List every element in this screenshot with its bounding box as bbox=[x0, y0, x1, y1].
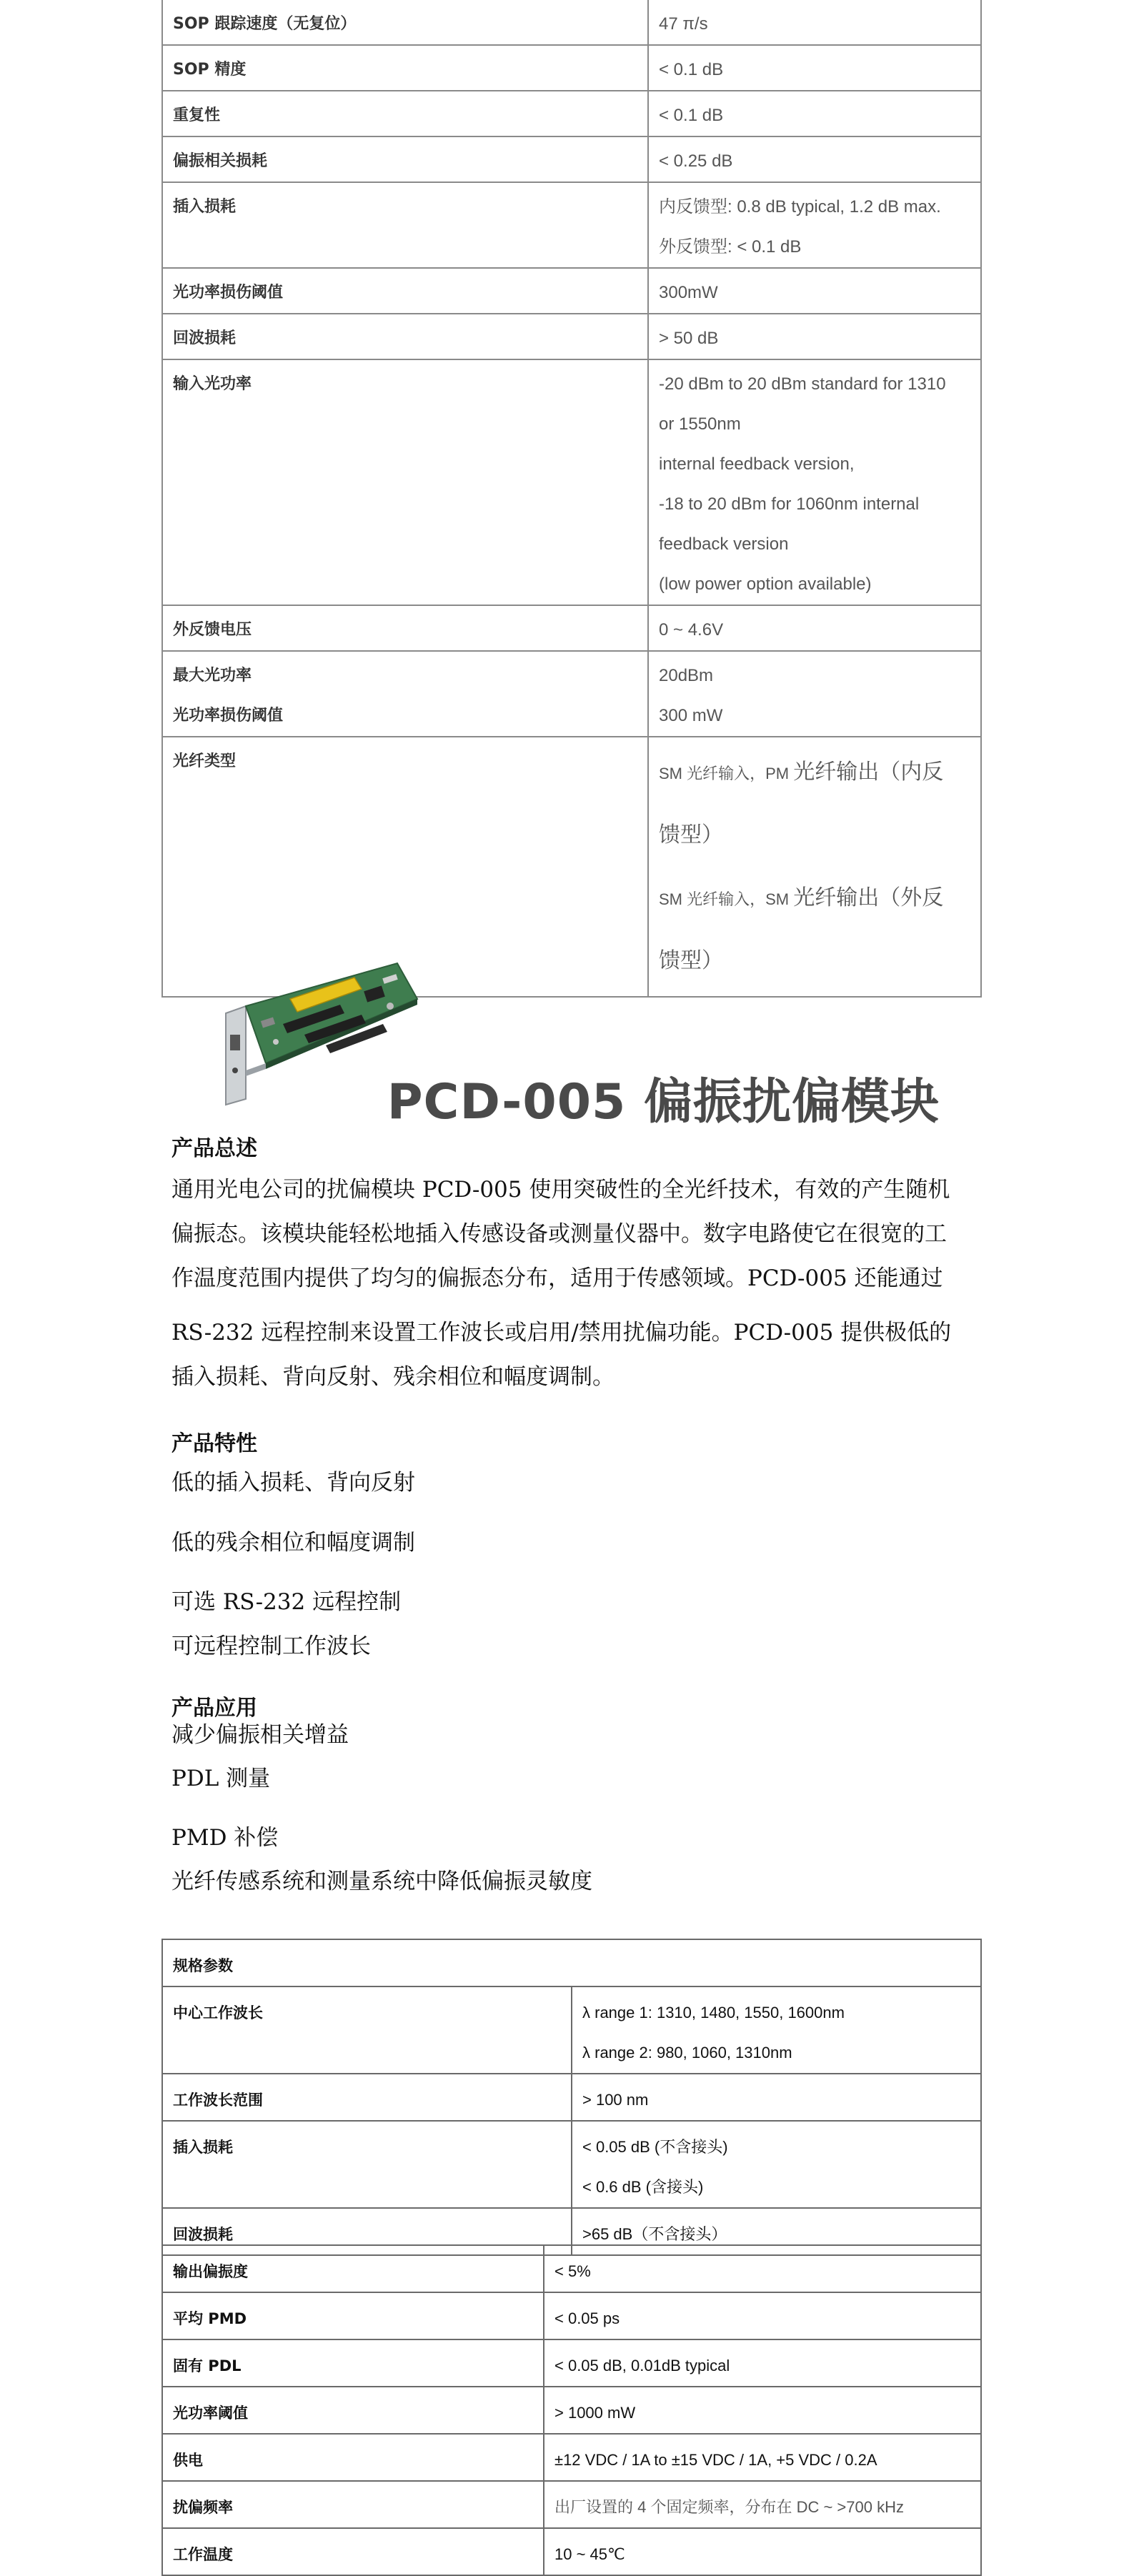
table-value-line: >65 dB（不含接头） bbox=[582, 2225, 727, 2243]
spec-value bbox=[648, 182, 981, 268]
spec-value bbox=[648, 359, 981, 605]
spec-key: SOP 精度 bbox=[162, 45, 648, 91]
spec-table bbox=[161, 0, 982, 998]
specs-table-2-body bbox=[162, 2245, 981, 2575]
table-value-line: > 1000 mW bbox=[554, 2404, 636, 2422]
table-value-line: ±12 VDC / 1A to ±15 VDC / 1A, +5 VDC / 0.2A bbox=[554, 2451, 877, 2469]
spec-value-line: 0 ~ 4.6V bbox=[659, 620, 724, 640]
spec-value-line: 47 π/s bbox=[659, 14, 708, 34]
table-value-line: λ range 2: 980, 1060, 1310nm bbox=[582, 2044, 792, 2062]
table-row bbox=[162, 1986, 981, 2074]
spec-value-line: 内反馈型: 0.8 dB typical, 1.2 dB max. bbox=[659, 197, 941, 217]
table-key: 扰偏频率 bbox=[162, 2481, 544, 2528]
table-row bbox=[162, 2387, 981, 2434]
spec-key: 外反馈电压 bbox=[162, 605, 648, 651]
table-value bbox=[544, 2339, 981, 2387]
fiber-type-big: 馈型） bbox=[659, 949, 723, 973]
spec-value bbox=[648, 45, 981, 91]
spec-value-line: < 0.1 dB bbox=[659, 106, 724, 125]
spec-key: 输入光功率 bbox=[162, 359, 648, 605]
table-key: 平均 PMD bbox=[162, 2292, 544, 2339]
table-value-line: < 5% bbox=[554, 2262, 591, 2280]
feature-item: 低的插入损耗、背向反射 bbox=[171, 1470, 415, 1496]
fiber-type-line bbox=[659, 742, 970, 805]
spec-value-line: < 0.25 dB bbox=[659, 151, 733, 171]
overview-line: 通用光电公司的扰偏模块 PCD-005 使用突破性的全光纤技术，有效的产生随机 bbox=[171, 1177, 950, 1203]
spec-value-line: 20dBm bbox=[659, 666, 714, 685]
feature-item: 可远程控制工作波长 bbox=[171, 1633, 371, 1659]
table-value bbox=[544, 2528, 981, 2575]
fiber-type-line bbox=[659, 930, 970, 993]
overview-line: RS-232 远程控制来设置工作波长或启用/禁用扰偏功能。PCD-005 提供极低的 bbox=[171, 1320, 952, 1346]
fiber-type-big: 馈型） bbox=[659, 823, 723, 847]
application-item: PMD 补偿 bbox=[171, 1825, 279, 1851]
overview-line: 偏振态。该模块能轻松地插入传感设备或测量仪器中。数字电路使它在很宽的工 bbox=[171, 1221, 947, 1247]
spec-value-line: > 50 dB bbox=[659, 329, 719, 348]
table-key: 插入损耗 bbox=[162, 2121, 572, 2208]
spec-value-line: or 1550nm bbox=[659, 414, 741, 434]
spec-row bbox=[162, 268, 981, 314]
spec-row bbox=[162, 605, 981, 651]
table-value bbox=[544, 2434, 981, 2481]
table-key: 工作波长范围 bbox=[162, 2074, 572, 2121]
table-key: 供电 bbox=[162, 2434, 544, 2481]
table-key: 回波损耗 bbox=[162, 2208, 572, 2255]
table-key: 输出偏振度 bbox=[162, 2245, 544, 2292]
spec-value bbox=[648, 0, 981, 45]
application-item: PDL 测量 bbox=[171, 1766, 271, 1791]
table-value bbox=[544, 2481, 981, 2528]
table-key: 工作温度 bbox=[162, 2528, 544, 2575]
table-value-line: 10 ~ 45℃ bbox=[554, 2545, 625, 2563]
overview-line: 作温度范围内提供了均匀的偏振态分布，适用于传感领域。PCD-005 还能通过 bbox=[171, 1265, 943, 1291]
product-title: PCD-005 偏振扰偏模块 bbox=[387, 1074, 940, 1130]
table-value bbox=[544, 2292, 981, 2339]
spec-key: 回波损耗 bbox=[162, 314, 648, 359]
fiber-type-big: 光纤输出（内反 bbox=[793, 760, 944, 784]
table-value bbox=[544, 2387, 981, 2434]
features-heading: 产品特性 bbox=[171, 1431, 257, 1456]
table-row bbox=[162, 2292, 981, 2339]
spec-value-line: 300 mW bbox=[659, 706, 723, 725]
table-value bbox=[572, 1986, 981, 2074]
table-row bbox=[162, 2434, 981, 2481]
table-value-line: < 0.05 dB, 0.01dB typical bbox=[554, 2357, 730, 2374]
spec-key-line: 最大光功率 bbox=[173, 667, 252, 685]
spec-row bbox=[162, 136, 981, 182]
table-key: 固有 PDL bbox=[162, 2339, 544, 2387]
application-item: 减少偏振相关增益 bbox=[171, 1722, 349, 1748]
spec-value-line: (low power option available) bbox=[659, 575, 872, 594]
spec-key: 光纤类型 bbox=[162, 737, 648, 997]
spec-value-line: -18 to 20 dBm for 1060nm internal bbox=[659, 494, 920, 514]
spec-value-line: < 0.1 dB bbox=[659, 60, 724, 79]
table-row bbox=[162, 2245, 981, 2292]
spec-row bbox=[162, 359, 981, 605]
spec-row bbox=[162, 651, 981, 737]
spec-value-line: feedback version bbox=[659, 534, 789, 554]
application-item: 光纤传感系统和测量系统中降低偏振灵敏度 bbox=[171, 1869, 592, 1894]
table-key: 光功率阈值 bbox=[162, 2387, 544, 2434]
fiber-type-line bbox=[659, 805, 970, 867]
fiber-type-big: 光纤输出（外反 bbox=[793, 886, 944, 910]
spec-key: 光功率损伤阈值 bbox=[162, 268, 648, 314]
overview-heading: 产品总述 bbox=[171, 1136, 257, 1161]
spec-key-line: 光功率损伤阈值 bbox=[173, 707, 284, 725]
spec-value bbox=[648, 651, 981, 737]
feature-item: 低的残余相位和幅度调制 bbox=[171, 1530, 415, 1556]
table-row bbox=[162, 2074, 981, 2121]
spec-row bbox=[162, 45, 981, 91]
spec-value-line: -20 dBm to 20 dBm standard for 1310 bbox=[659, 374, 946, 394]
spec-key: 偏振相关损耗 bbox=[162, 136, 648, 182]
table-header: 规格参数 bbox=[162, 1939, 981, 1986]
table-value-line: < 0.05 ps bbox=[554, 2309, 620, 2327]
table-value bbox=[544, 2245, 981, 2292]
spec-row bbox=[162, 182, 981, 268]
specs-table-2 bbox=[161, 2244, 982, 2576]
spec-value bbox=[648, 268, 981, 314]
fiber-type-small: SM 光纤输入，PM bbox=[659, 765, 794, 782]
spec-value bbox=[648, 605, 981, 651]
table-row bbox=[162, 2481, 981, 2528]
feature-item: 可选 RS-232 远程控制 bbox=[171, 1589, 402, 1615]
spec-row bbox=[162, 0, 981, 45]
spec-value bbox=[648, 737, 981, 997]
table-value-line: λ range 1: 1310, 1480, 1550, 1600nm bbox=[582, 2004, 845, 2021]
table-row bbox=[162, 2339, 981, 2387]
table-key: 中心工作波长 bbox=[162, 1986, 572, 2074]
spec-key bbox=[162, 651, 648, 737]
spec-value bbox=[648, 136, 981, 182]
spec-value-line: 外反馈型: < 0.1 dB bbox=[659, 237, 802, 257]
table-row bbox=[162, 2121, 981, 2208]
spec-row bbox=[162, 314, 981, 359]
table-value-line: < 0.05 dB (不含接头) bbox=[582, 2138, 728, 2156]
fiber-type-line bbox=[659, 867, 970, 930]
spec-value bbox=[648, 314, 981, 359]
specs-table-1 bbox=[161, 1939, 982, 2256]
spec-key: SOP 跟踪速度（无复位） bbox=[162, 0, 648, 45]
table-value bbox=[572, 2121, 981, 2208]
spec-table-body bbox=[162, 0, 981, 997]
overview-line: 插入损耗、背向反射、残余相位和幅度调制。 bbox=[171, 1364, 615, 1390]
table-value bbox=[572, 2074, 981, 2121]
spec-row bbox=[162, 91, 981, 136]
spec-value-line: internal feedback version, bbox=[659, 454, 855, 474]
spec-value bbox=[648, 91, 981, 136]
fiber-type-small: SM 光纤输入，SM bbox=[659, 890, 794, 908]
applications-heading: 产品应用 bbox=[171, 1696, 257, 1721]
table-row bbox=[162, 2528, 981, 2575]
table-value-line: > 100 nm bbox=[582, 2091, 649, 2109]
specs-table-1-body bbox=[162, 1939, 981, 2255]
table-value-line: < 0.6 dB (含接头) bbox=[582, 2178, 704, 2196]
spec-key: 重复性 bbox=[162, 91, 648, 136]
table-value-line: 出厂设置的 4 个固定频率，分布在 DC ~ >700 kHz bbox=[554, 2498, 904, 2516]
spec-value-line: 300mW bbox=[659, 283, 718, 302]
table-header-row bbox=[162, 1939, 981, 1986]
spec-key: 插入损耗 bbox=[162, 182, 648, 268]
